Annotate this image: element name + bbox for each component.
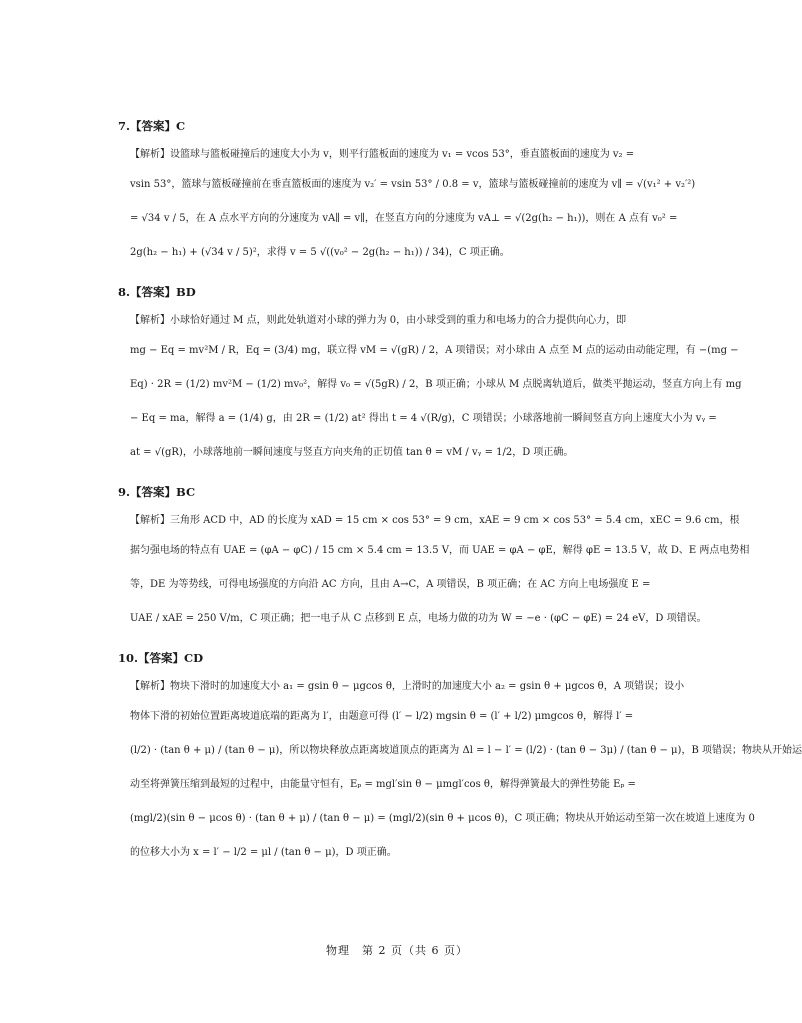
answer-heading: 9.【答案】BC [118, 485, 196, 499]
explanation-line: 的位移大小为 x = l′ − l/2 = μl / (tan θ − μ)，D 项正确。 [130, 847, 397, 858]
explanation-line: Eq) · 2R = (1/2) mv²M − (1/2) mv₀²，解得 v₀ = √(5gR) / 2，B 项正确；小球从 M 点脱离轨道后，做类平抛运动，竖直方向上有 mg [130, 379, 742, 390]
explanation-line: (mgl/2)(sin θ − μcos θ) · (tan θ + μ) / (tan θ − μ) = (mgl/2)(sin θ + μcos θ)，C 项正确；物块从开始运动至第一次在坡道上速度为 0 [130, 813, 755, 824]
answer-heading: 8.【答案】BD [118, 285, 196, 299]
explanation-line: at = √(gR)，小球落地前一瞬间速度与竖直方向夹角的正切值 tan θ = vM / vᵧ = 1/2，D 项正确。 [130, 447, 574, 458]
explanation-line: 【解析】设篮球与篮板碰撞后的速度大小为 v，则平行篮板面的速度为 v₁ = vcos 53°，垂直篮板面的速度为 v₂ = [130, 149, 635, 160]
explanation-line: 【解析】三角形 ACD 中，AD 的长度为 xAD = 15 cm × cos 53° = 9 cm，xAE = 9 cm × cos 53° = 5.4 cm，xEC = 9.6 cm，根 [130, 515, 740, 526]
explanation-line: 物体下滑的初始位置距离坡道底端的距离为 l′，由题意可得 (l′ − l/2) mgsin θ = (l′ + l/2) μmgcos θ，解得 l′ = [130, 711, 634, 722]
explanation-line: − Eq = ma，解得 a = (1/4) g，由 2R = (1/2) at² 得出 t = 4 √(R/g)，C 项错误；小球落地前一瞬间竖直方向上速度大小为 vᵧ = [130, 413, 717, 424]
answer-block-7 [118, 118, 696, 270]
answer-heading: 10.【答案】CD [118, 651, 204, 665]
explanation-line: (l/2) · (tan θ + μ) / (tan θ − μ)，所以物块释放点距离坡道顶点的距离为 Δl = l − l′ = (l/2) · (tan θ − 3μ) / (tan θ − μ)，B 项错误；物块从开始运 [130, 745, 802, 756]
answer-block-9 [118, 484, 750, 636]
answer-heading: 7.【答案】C [118, 119, 186, 133]
explanation-line: 【解析】物块下滑时的加速度大小 a₁ = gsin θ − μgcos θ，上滑时的加速度大小 a₂ = gsin θ + μgcos θ，A 项错误；设小 [130, 681, 685, 692]
explanation-line: 【解析】小球恰好通过 M 点，则此处轨道对小球的弹力为 0，由小球受到的重力和电场力的合力提供向心力，即 [130, 315, 627, 326]
explanation-line: = √34 v / 5，在 A 点水平方向的分速度为 vA∥ = v∥，在竖直方向的分速度为 vA⊥ = √(2g(h₂ − h₁))，则在 A 点有 v₀² = [130, 213, 678, 224]
explanation-line: 据匀强电场的特点有 UAE = (φA − φC) / 15 cm × 5.4 cm = 13.5 V，而 UAE = φA − φE，解得 φE = 13.5 V，故 D、E 两点电势相 [130, 545, 750, 556]
explanation-line: 等，DE 为等势线，可得电场强度的方向沿 AC 方向，且由 A→C，A 项错误，B 项正确；在 AC 方向上电场强度 E = [130, 579, 651, 590]
page-footer: 物理 第 2 页（共 6 页） [326, 944, 468, 957]
explanation-line: 动至将弹簧压缩到最短的过程中，由能量守恒有，Eₚ = mgl′sin θ − μmgl′cos θ，解得弹簧最大的弹性势能 Eₚ = [130, 779, 636, 790]
explanation-line: UAE / xAE = 250 V/m，C 项正确；把一电子从 C 点移到 E 点，电场力做的功为 W = −e · (φC − φE) = 24 eV，D 项错误。 [130, 613, 707, 624]
explanation-line: mg − Eq = mv²M / R，Eq = (3/4) mg，联立得 vM = √(gR) / 2，A 项错误；对小球由 A 点至 M 点的运动由动能定理，有 −(mg − [130, 345, 739, 356]
answer-block-10 [118, 650, 802, 870]
answer-block-8 [118, 284, 742, 470]
explanation-line: 2g(h₂ − h₁) + (√34 v / 5)²，求得 v = 5 √((v₀² − 2g(h₂ − h₁)) / 34)，C 项正确。 [130, 247, 510, 258]
explanation-line: vsin 53°，篮球与篮板碰撞前在垂直篮板面的速度为 v₂′ = vsin 53° / 0.8 = v，篮球与篮板碰撞前的速度为 v∥ = √(v₁² + v₂′²) [130, 179, 696, 190]
answer-content [118, 118, 802, 884]
